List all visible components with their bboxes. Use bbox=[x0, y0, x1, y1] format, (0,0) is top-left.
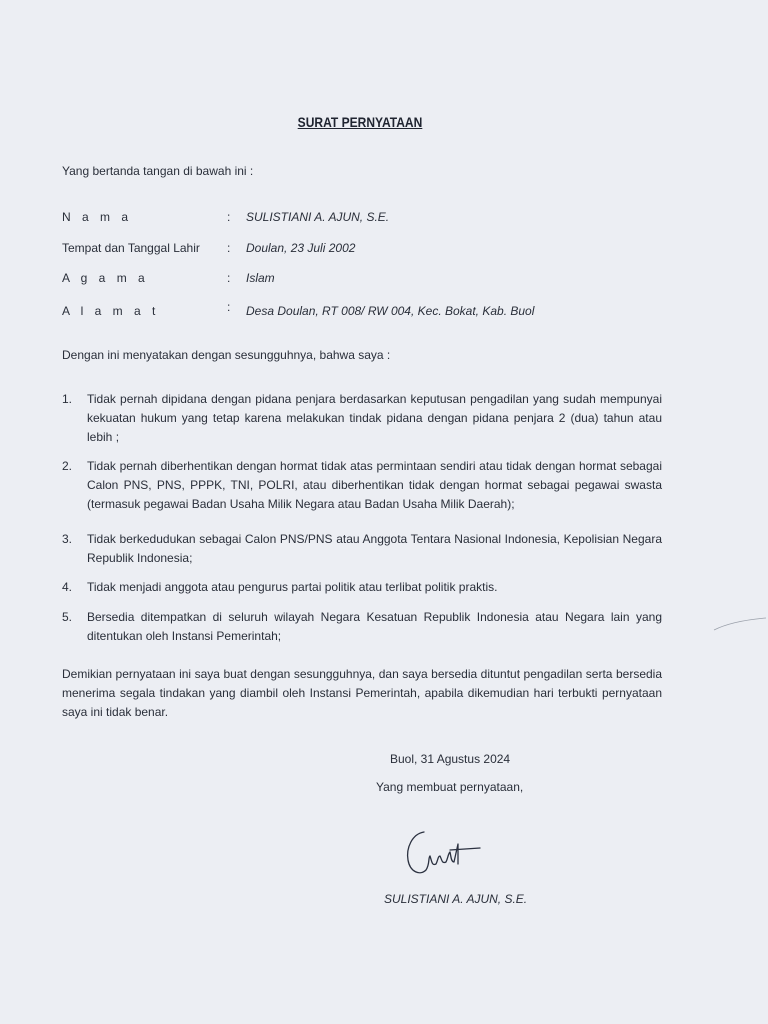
identity-colon: : bbox=[227, 300, 231, 314]
identity-value: Islam bbox=[246, 271, 275, 285]
item-text: Bersedia ditempatkan di seluruh wilayah Negara Kesatuan Republik Indonesia atau Negara lain yang ditentukan oleh Instansi Pemerintah; bbox=[87, 610, 662, 643]
identity-label: Tempat dan Tanggal Lahir bbox=[62, 241, 200, 255]
intro-text: Yang bertanda tangan di bawah ini : bbox=[62, 164, 254, 178]
document-title: SURAT PERNYATAAN bbox=[297, 114, 423, 130]
place-date: Buol, 31 Agustus 2024 bbox=[390, 752, 511, 766]
item-number: 2. bbox=[62, 459, 73, 473]
identity-label: A l a m a t bbox=[62, 304, 160, 318]
identity-value: Doulan, 23 Juli 2002 bbox=[246, 241, 356, 255]
identity-colon: : bbox=[227, 241, 231, 255]
signer-name: SULISTIANI A. AJUN, S.E. bbox=[384, 892, 528, 906]
maker-label: Yang membuat pernyataan, bbox=[376, 780, 524, 794]
statement-intro: Dengan ini menyatakan dengan sesungguhnya, bahwa saya : bbox=[62, 348, 391, 362]
identity-label: N a m a bbox=[62, 210, 133, 224]
item-text: Tidak pernah diberhentikan dengan hormat tidak atas permintaan sendiri atau tidak dengan hormat sebagai Calon PNS, PNS, PPPK, TNI, POLRI, atau diberhentikan tidak dengan hormat sebagai pegawai swasta (termasuk pegawai Badan Usaha Milik Negara atau Badan Usaha Milik Daerah); bbox=[87, 459, 662, 511]
closing-paragraph: Demikian pernyataan ini saya buat dengan sesungguhnya, dan saya bersedia dituntut pengadilan serta bersedia menerima segala tindakan yang diambil oleh Instansi Pemerintah, apabila dikemudian hari terbukti pernyataan saya ini tidak benar. bbox=[62, 667, 662, 719]
item-number: 5. bbox=[62, 610, 73, 624]
handwritten-signature bbox=[402, 822, 488, 884]
item-text: Tidak pernah dipidana dengan pidana penjara berdasarkan keputusan pengadilan yang sudah mempunyai kekuatan hukum yang tetap karena melakukan tindak pidana dengan pidana penjara 2 (dua) tahun atau lebih ; bbox=[87, 392, 662, 444]
identity-colon: : bbox=[227, 210, 231, 224]
item-text: Tidak berkedudukan sebagai Calon PNS/PNS atau Anggota Tentara Nasional Indonesia, Kepolisian Negara Republik Indonesia; bbox=[87, 532, 662, 565]
identity-value: Desa Doulan, RT 008/ RW 004, Kec. Bokat, Kab. Buol bbox=[246, 304, 535, 318]
item-text: Tidak menjadi anggota atau pengurus partai politik atau terlibat politik praktis. bbox=[87, 580, 498, 594]
identity-value: SULISTIANI A. AJUN, S.E. bbox=[246, 210, 390, 224]
item-number: 3. bbox=[62, 532, 73, 546]
item-number: 4. bbox=[62, 580, 73, 594]
identity-label: A g a m a bbox=[62, 271, 149, 285]
identity-colon: : bbox=[227, 271, 231, 285]
scan-artifact-line bbox=[712, 612, 768, 632]
item-number: 1. bbox=[62, 392, 73, 406]
